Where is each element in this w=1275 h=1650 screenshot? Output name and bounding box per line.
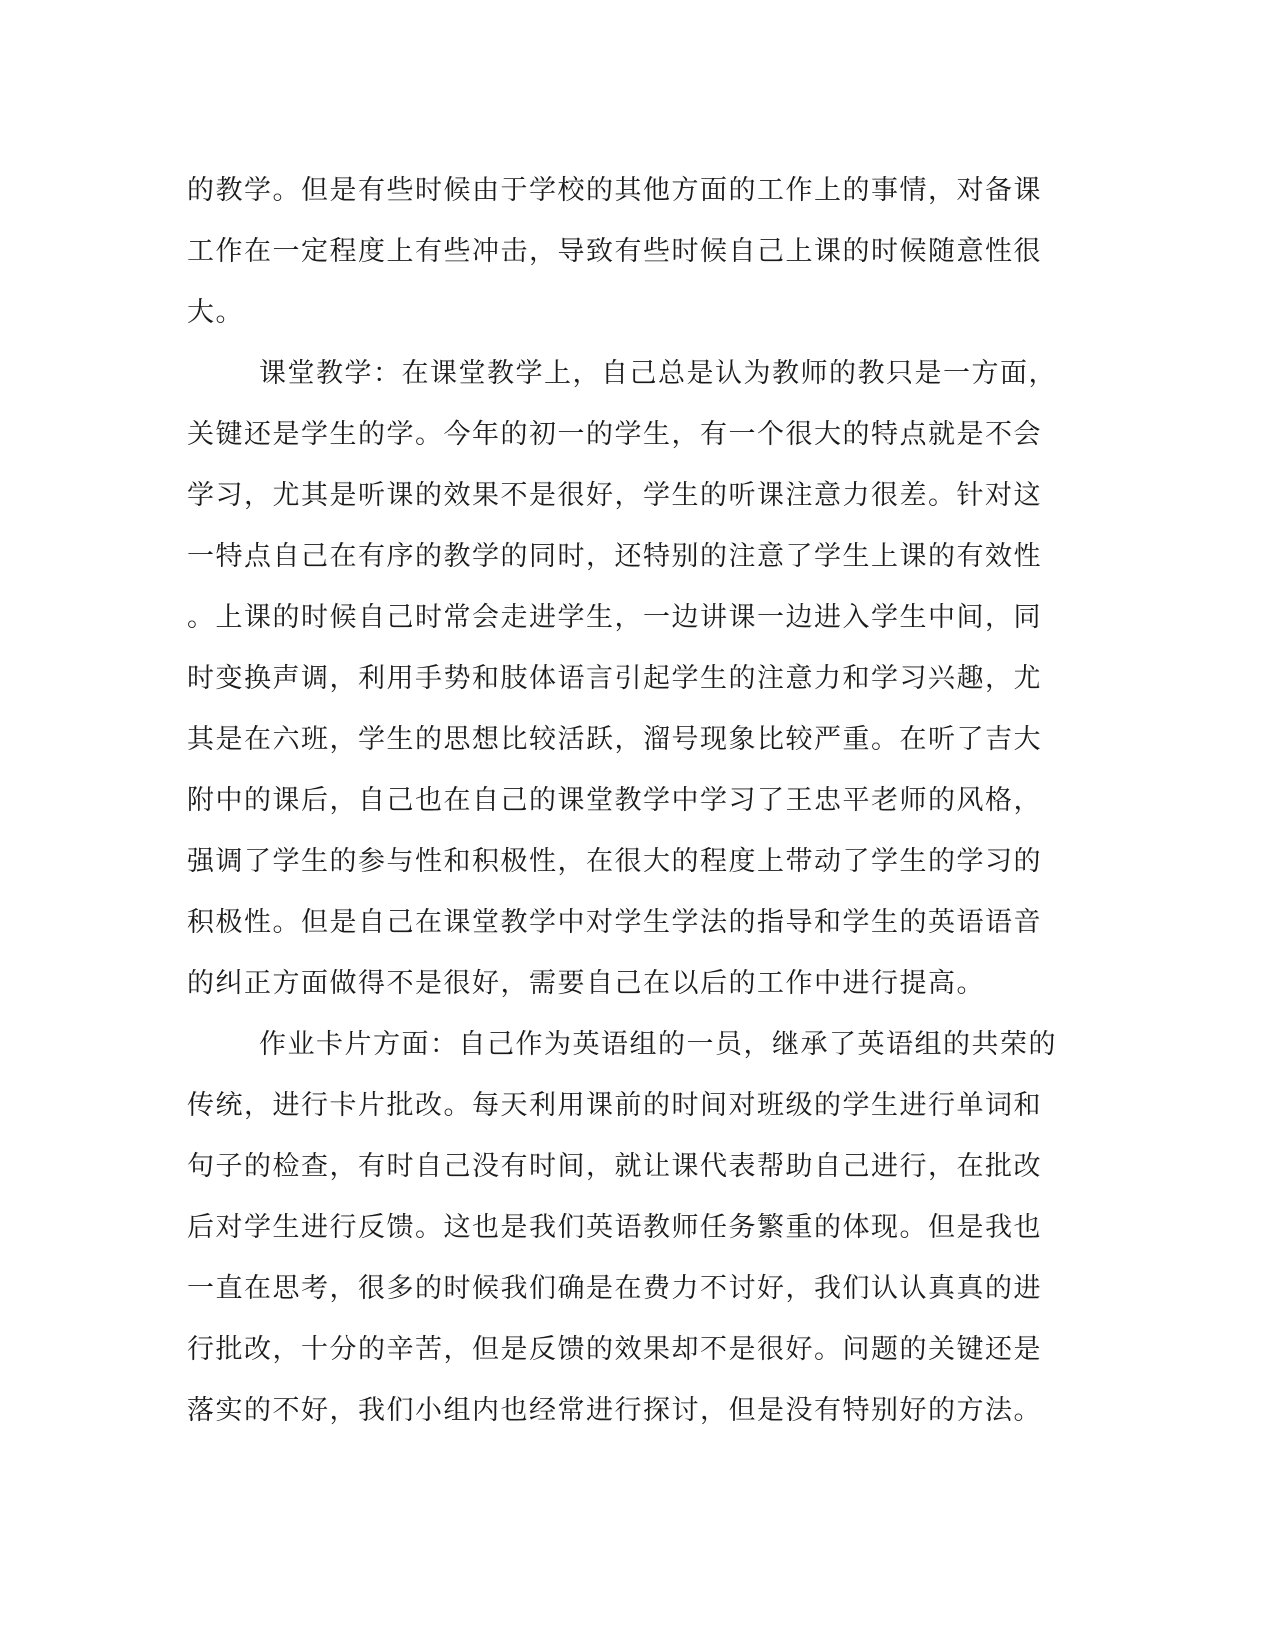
body-text [187,160,1087,1441]
text-line: 落实的不好，我们小组内也经常进行探讨，但是没有特别好的方法。 [187,1395,1042,1426]
text-line: 积极性。但是自己在课堂教学中对学生学法的指导和学生的英语语音 [187,907,1042,938]
paragraph-start-line: 作业卡片方面：自己作为英语组的一员，继承了英语组的共荣的 [259,1029,1057,1060]
text-line: 大。 [187,297,244,328]
text-line: 一直在思考，很多的时候我们确是在费力不讨好，我们认认真真的进 [187,1273,1042,1304]
paragraph-start-line: 课堂教学：在课堂教学上，自己总是认为教师的教只是一方面， [259,358,1057,389]
text-line: 句子的检查，有时自己没有时间，就让课代表帮助自己进行，在批改 [187,1151,1042,1182]
text-line: 的纠正方面做得不是很好，需要自己在以后的工作中进行提高。 [187,968,985,999]
text-line: 其是在六班，学生的思想比较活跃，溜号现象比较严重。在听了吉大 [187,724,1042,755]
text-line: 时变换声调，利用手势和肢体语言引起学生的注意力和学习兴趣，尤 [187,663,1042,694]
text-line: 强调了学生的参与性和积极性，在很大的程度上带动了学生的学习的 [187,846,1042,877]
text-line: 一特点自己在有序的教学的同时，还特别的注意了学生上课的有效性 [187,541,1042,572]
text-line: 关键还是学生的学。今年的初一的学生，有一个很大的特点就是不会 [187,419,1042,450]
text-line: 行批改，十分的辛苦，但是反馈的效果却不是很好。问题的关键还是 [187,1334,1042,1365]
text-line: 传统，进行卡片批改。每天利用课前的时间对班级的学生进行单词和 [187,1090,1042,1121]
text-line: 的教学。但是有些时候由于学校的其他方面的工作上的事情，对备课 [187,175,1042,206]
text-line: 后对学生进行反馈。这也是我们英语教师任务繁重的体现。但是我也 [187,1212,1042,1243]
text-line: 学习，尤其是听课的效果不是很好，学生的听课注意力很差。针对这 [187,480,1042,511]
text-line: 。上课的时候自己时常会走进学生，一边讲课一边进入学生中间，同 [187,602,1042,633]
text-line: 附中的课后，自己也在自己的课堂教学中学习了王忠平老师的风格， [187,785,1042,816]
text-line: 工作在一定程度上有些冲击，导致有些时候自己上课的时候随意性很 [187,236,1042,267]
